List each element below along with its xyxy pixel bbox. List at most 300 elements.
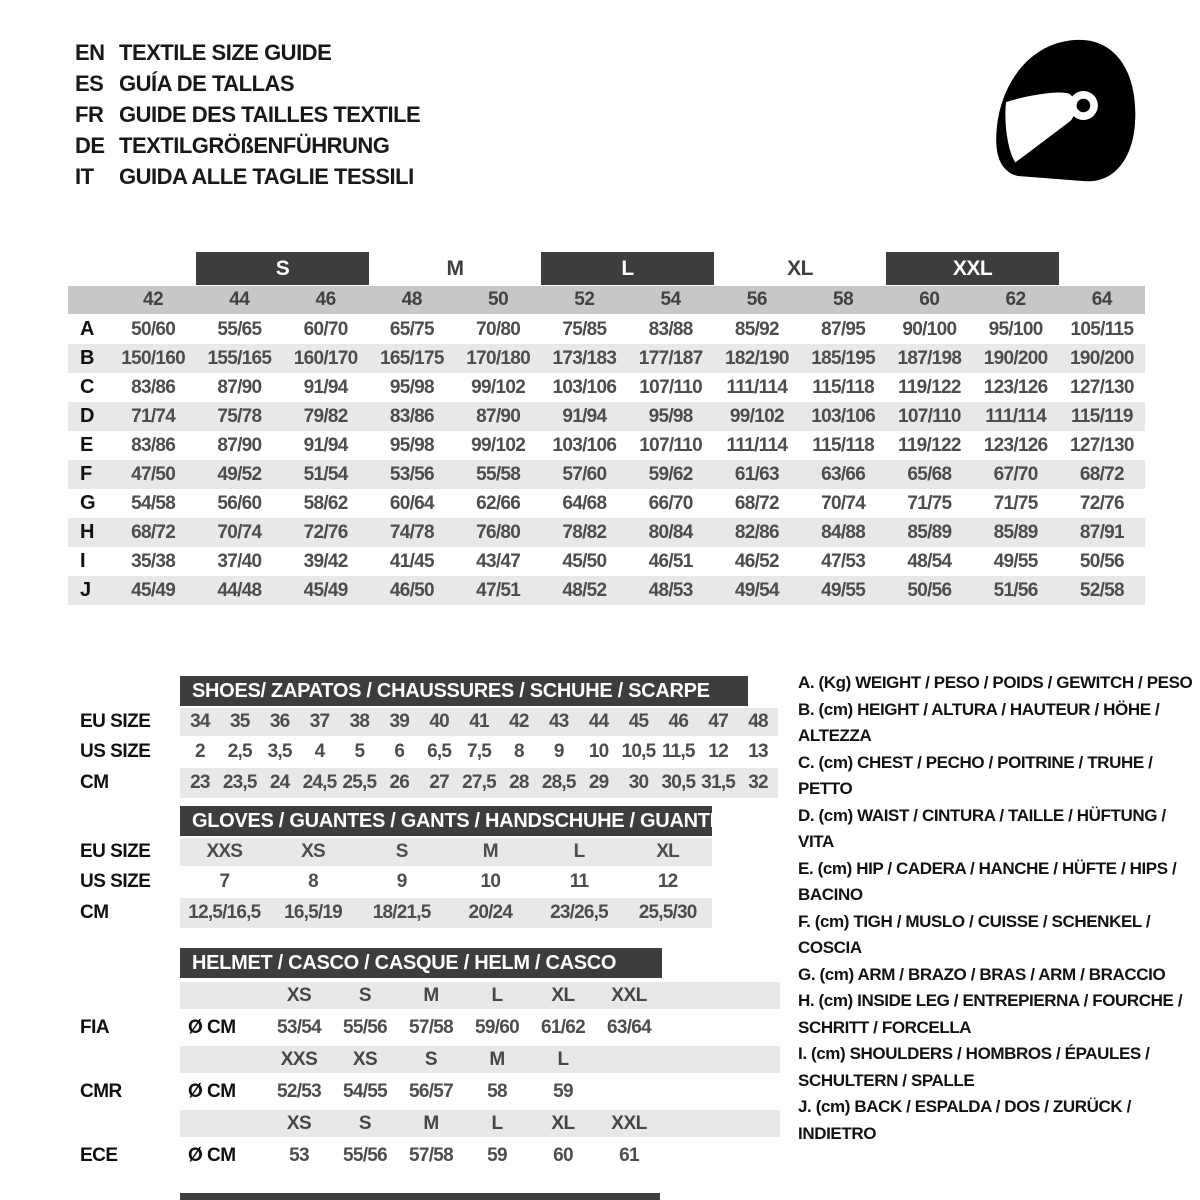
size-value-cell: 182/190 [724, 348, 789, 369]
shoe-us-size: 10,5 [621, 741, 656, 762]
numeric-size-header: 62 [1005, 289, 1026, 310]
size-group-m: M [446, 257, 464, 280]
shoe-cm-size: 32 [748, 772, 768, 793]
size-value-cell: 76/80 [476, 522, 521, 543]
size-value-cell: 119/122 [898, 377, 961, 398]
cmr-label: CMR [80, 1080, 122, 1102]
helmet-size-value: 57/58 [408, 1016, 454, 1038]
glove-cm-size: 18/21,5 [372, 902, 431, 923]
glove-cm-size: 16,5/19 [284, 902, 342, 923]
helmet-size-value: 55/56 [342, 1144, 388, 1166]
size-value-cell: 48/53 [648, 580, 693, 601]
shoe-cm-size: 26 [389, 772, 410, 793]
shoe-cm-size: 29 [588, 772, 609, 793]
size-value-cell: 49/54 [734, 580, 779, 601]
shoe-cm-size: 27,5 [462, 772, 496, 793]
guide-title: GUÍA DE TALLAS [119, 70, 295, 96]
size-value-cell: 103/106 [552, 435, 617, 456]
size-value-cell: 50/56 [1079, 551, 1124, 572]
shoe-us-size: 7,5 [466, 741, 491, 762]
helmet-size-header: XS [286, 1112, 312, 1134]
shoe-cm-size: 23,5 [222, 772, 257, 793]
shoe-us-size: 12 [708, 741, 728, 762]
shoe-cm-size: 28,5 [541, 772, 576, 793]
shoe-cm-size: 30,5 [661, 772, 696, 793]
size-value-cell: 83/88 [648, 319, 693, 340]
size-value-cell: 70/80 [476, 319, 521, 340]
shoe-cm-size: 30 [628, 772, 649, 793]
shoe-eu-size: 40 [429, 711, 449, 732]
shoe-eu-size: 48 [748, 711, 768, 732]
size-value-cell: 47/53 [821, 551, 866, 572]
size-value-cell: 111/114 [985, 406, 1046, 427]
size-value-cell: 105/115 [1070, 319, 1134, 340]
language-row-es [75, 68, 420, 99]
size-value-cell: 155/165 [207, 348, 272, 369]
shoe-eu-size: 34 [190, 711, 210, 732]
shoes-cm-values [180, 768, 778, 798]
helmet-size-header: XS [286, 984, 312, 1006]
glove-us-size: 11 [569, 871, 589, 892]
size-value-cell: 39/42 [303, 551, 348, 572]
size-value-cell: 103/106 [552, 377, 617, 398]
language-code: DE [75, 132, 105, 158]
size-value-cell: 177/187 [638, 348, 703, 369]
size-value-cell: 51/54 [303, 464, 348, 485]
size-value-cell: 49/52 [217, 464, 262, 485]
table-row-H [68, 518, 1145, 547]
size-value-cell: 43/47 [476, 551, 521, 572]
helmet-size-header: XXL [611, 984, 647, 1006]
size-value-cell: 52/58 [1079, 580, 1124, 601]
size-value-cell: 95/100 [988, 319, 1043, 340]
size-value-cell: 107/110 [639, 377, 702, 398]
numeric-size-header: 44 [229, 289, 250, 310]
language-row-de [75, 130, 420, 161]
size-value-cell: 68/72 [131, 522, 176, 543]
helmet-size-value: 59 [553, 1080, 573, 1102]
size-value-cell: 99/102 [729, 406, 784, 427]
glove-eu-size: M [482, 841, 498, 862]
size-value-cell: 99/102 [471, 377, 526, 398]
size-value-cell: 123/126 [983, 435, 1048, 456]
size-value-cell: 54/58 [131, 493, 176, 514]
next-section-title-bar-partial [180, 1193, 660, 1200]
ece-value-row [68, 1139, 780, 1172]
size-group-l: L [541, 252, 714, 285]
size-value-cell: 127/130 [1069, 435, 1134, 456]
size-value-cell: 74/78 [389, 522, 434, 543]
size-value-cell: 115/118 [812, 377, 874, 398]
size-value-cell: 165/175 [379, 348, 444, 369]
numeric-size-header: 64 [1091, 289, 1112, 310]
size-value-cell: 95/98 [389, 435, 434, 456]
numeric-size-header: 46 [315, 289, 336, 310]
shoe-us-size: 5 [354, 741, 365, 762]
language-code: FR [75, 101, 104, 127]
shoes-table-title: SHOES/ ZAPATOS / CHAUSSURES / SCHUHE / SCARPE [180, 676, 748, 706]
numeric-size-header: 52 [574, 289, 595, 310]
size-value-cell: 55/65 [217, 319, 262, 340]
cm-label: CM [80, 902, 109, 923]
size-value-cell: 64/68 [562, 493, 607, 514]
gloves-eu-values [180, 838, 712, 866]
shoe-us-size: 2 [195, 741, 205, 762]
table-row-G [68, 489, 1145, 518]
numeric-size-header: 48 [401, 289, 422, 310]
glove-cm-size: 25,5/30 [638, 902, 697, 923]
legend-item: I. (cm) SHOULDERS / HOMBROS / ÉPAULES / SCHULTERN / SPALLE [798, 1044, 1150, 1090]
measurement-legend [798, 670, 1200, 1147]
guide-title: GUIDE DES TAILLES TEXTILE [119, 101, 421, 127]
glove-eu-size: L [573, 841, 585, 862]
shoe-cm-size: 28 [509, 772, 529, 793]
size-value-cell: 65/68 [907, 464, 952, 485]
row-letter-F: F [80, 463, 92, 485]
size-group-xxl: XXL [886, 252, 1059, 285]
size-value-cell: 190/200 [983, 348, 1048, 369]
helmet-size-value: 61 [619, 1144, 639, 1166]
shoe-eu-size: 39 [389, 711, 410, 732]
row-letter-C: C [80, 376, 94, 398]
helmet-size-value: 59/60 [474, 1016, 520, 1038]
size-value-cell: 103/106 [811, 406, 876, 427]
shoe-us-size: 3,5 [267, 741, 292, 762]
helmet-size-value: 57/58 [408, 1144, 454, 1166]
size-value-cell: 41/45 [389, 551, 434, 572]
helmet-size-value: 56/57 [408, 1080, 454, 1102]
shoe-eu-size: 35 [230, 711, 250, 732]
size-value-cell: 87/91 [1079, 522, 1124, 543]
language-title-list [75, 37, 420, 192]
gloves-cm-row [68, 898, 780, 928]
helmet-table-title: HELMET / CASCO / CASQUE / HELM / CASCO [180, 948, 662, 978]
legend-item: F. (cm) TIGH / MUSLO / CUISSE / SCHENKEL / COSCIA [798, 911, 1151, 957]
glove-us-size: 9 [396, 871, 407, 892]
diameter-cm-unit: Ø CM [188, 1080, 236, 1102]
size-value-cell: 107/110 [639, 435, 702, 456]
glove-cm-size: 20/24 [468, 902, 513, 923]
size-value-cell: 63/66 [821, 464, 866, 485]
gloves-size-table [68, 806, 780, 928]
size-value-cell: 71/75 [907, 493, 952, 514]
shoes-eu-values [180, 708, 778, 736]
legend-item: C. (cm) CHEST / PECHO / POITRINE / TRUHE / PETTO [798, 752, 1153, 798]
legend-item: E. (cm) HIP / CADERA / HANCHE / HÜFTE / HIPS / BACINO [798, 858, 1177, 904]
glove-us-size: 10 [480, 871, 501, 892]
size-value-cell: 83/86 [389, 406, 434, 427]
size-value-cell: 45/49 [131, 580, 176, 601]
language-code: ES [75, 70, 104, 96]
helmet-size-value: 55/56 [342, 1016, 388, 1038]
size-value-cell: 60/70 [303, 319, 348, 340]
numeric-size-header: 60 [919, 289, 940, 310]
size-value-cell: 62/66 [476, 493, 521, 514]
glove-us-size: 12 [657, 871, 678, 892]
diameter-cm-unit: Ø CM [188, 1144, 236, 1166]
size-value-cell: 91/94 [303, 377, 348, 398]
size-value-cell: 82/86 [734, 522, 779, 543]
numeric-size-header: 42 [143, 289, 164, 310]
size-value-cell: 87/90 [217, 435, 262, 456]
size-value-cell: 107/110 [898, 406, 961, 427]
shoe-us-size: 2,5 [227, 741, 252, 762]
size-value-cell: 187/198 [897, 348, 962, 369]
eu-size-label: EU SIZE [80, 711, 151, 732]
ece-label: ECE [80, 1144, 118, 1166]
size-value-cell: 87/90 [476, 406, 521, 427]
helmet-size-header: M [423, 1112, 439, 1134]
ece-size-header-row [180, 1110, 780, 1137]
helmet-size-value: 58 [487, 1080, 507, 1102]
corner-spacer [68, 286, 110, 314]
size-value-cell: 46/52 [734, 551, 779, 572]
shoe-cm-size: 24 [269, 772, 290, 793]
shoe-eu-size: 47 [708, 711, 728, 732]
size-value-cell: 61/63 [734, 464, 779, 485]
shoe-us-size: 9 [553, 741, 564, 762]
size-value-cell: 47/51 [476, 580, 521, 601]
size-value-cell: 83/86 [131, 435, 176, 456]
shoe-us-size: 6,5 [427, 741, 452, 762]
size-value-cell: 87/90 [217, 377, 262, 398]
shoe-eu-size: 42 [509, 711, 529, 732]
size-value-cell: 71/74 [131, 406, 176, 427]
legend-item: B. (cm) HEIGHT / ALTURA / HAUTEUR / HÖHE / ALTEZZA [798, 699, 1160, 745]
size-value-cell: 65/75 [389, 319, 434, 340]
size-value-cell: 44/48 [217, 580, 262, 601]
size-value-cell: 85/89 [907, 522, 952, 543]
helmet-size-header: S [358, 984, 372, 1006]
size-value-cell: 66/70 [648, 493, 693, 514]
size-value-cell: 37/40 [217, 551, 262, 572]
guide-title: TEXTILE SIZE GUIDE [119, 39, 332, 65]
table-row-D [68, 402, 1145, 431]
shoe-eu-size: 46 [668, 711, 689, 732]
size-value-cell: 50/56 [907, 580, 952, 601]
helmet-size-header: XS [352, 1048, 378, 1070]
size-value-cell: 83/86 [131, 377, 176, 398]
shoe-us-size: 4 [314, 741, 325, 762]
shoe-cm-size: 24,5 [302, 772, 337, 793]
helmet-size-header: XXS [280, 1048, 318, 1070]
us-size-label: US SIZE [80, 741, 151, 762]
shoe-cm-size: 31,5 [701, 772, 736, 793]
language-code: IT [75, 163, 94, 189]
size-value-cell: 90/100 [902, 319, 957, 340]
guide-title: GUIDA ALLE TAGLIE TESSILI [119, 163, 414, 189]
size-value-cell: 80/84 [648, 522, 693, 543]
size-value-cell: 115/119 [1071, 406, 1133, 427]
fia-size-header-row [180, 982, 780, 1009]
size-value-cell: 46/50 [389, 580, 434, 601]
shoe-eu-size: 43 [548, 711, 569, 732]
diameter-cm-unit: Ø CM [188, 1016, 236, 1038]
row-letter-D: D [80, 405, 94, 427]
row-letter-I: I [80, 550, 86, 572]
size-value-cell: 47/50 [131, 464, 176, 485]
size-group-s: S [196, 252, 369, 285]
glove-eu-size: S [395, 841, 408, 862]
size-value-cell: 111/114 [726, 435, 788, 456]
shoe-us-size: 8 [513, 741, 524, 762]
size-value-cell: 48/52 [562, 580, 607, 601]
glove-cm-size: 23/26,5 [550, 902, 608, 923]
gloves-cm-values [180, 898, 712, 928]
size-group-header-row [68, 252, 1145, 285]
shoe-eu-size: 44 [588, 711, 609, 732]
shoes-us-row [68, 736, 780, 768]
gloves-eu-row [68, 838, 780, 866]
helmet-size-value: 63/64 [606, 1016, 652, 1038]
gloves-table-title: GLOVES / GUANTES / GANTS / HANDSCHUHE / GUANTI [180, 806, 712, 836]
size-value-cell: 49/55 [821, 580, 866, 601]
size-value-cell: 170/180 [466, 348, 531, 369]
size-value-cell: 60/64 [389, 493, 434, 514]
glove-eu-size: XS [301, 841, 325, 862]
size-value-cell: 78/82 [562, 522, 607, 543]
glove-us-size: 8 [308, 871, 318, 892]
table-row-I [68, 547, 1145, 576]
shoe-cm-size: 23 [190, 772, 210, 793]
size-value-cell: 85/92 [734, 319, 779, 340]
gloves-us-row [68, 866, 780, 898]
size-value-cell: 57/60 [562, 464, 607, 485]
size-value-cell: 190/200 [1069, 348, 1134, 369]
helmet-size-value: 53 [289, 1144, 309, 1166]
row-letter-E: E [80, 434, 93, 456]
language-row-it [75, 161, 420, 192]
size-value-cell: 53/56 [389, 464, 434, 485]
shoes-us-values [180, 736, 778, 768]
size-value-cell: 160/170 [293, 348, 358, 369]
glove-cm-size: 12,5/16,5 [188, 902, 261, 923]
size-value-cell: 67/70 [993, 464, 1038, 485]
helmet-size-value: 52/53 [276, 1080, 322, 1102]
table-row-A [68, 315, 1145, 344]
row-letter-J: J [80, 579, 91, 601]
ece-values [180, 1145, 780, 1167]
size-value-cell: 91/94 [562, 406, 607, 427]
table-row-F [68, 460, 1145, 489]
size-value-cell: 123/126 [983, 377, 1048, 398]
size-value-cell: 59/62 [648, 464, 693, 485]
size-value-cell: 79/82 [303, 406, 348, 427]
size-value-cell: 48/54 [907, 551, 952, 572]
guide-title: TEXTILGRÖßENFÜHRUNG [119, 132, 390, 158]
size-value-cell: 75/85 [562, 319, 607, 340]
helmet-size-header: XXL [611, 1112, 647, 1134]
size-value-cell: 91/94 [303, 435, 348, 456]
size-value-cell: 95/98 [648, 406, 693, 427]
helmet-size-header: XL [551, 1112, 575, 1134]
size-value-cell: 56/60 [217, 493, 262, 514]
size-group-xl: XL [787, 257, 813, 280]
size-value-cell: 85/89 [993, 522, 1038, 543]
size-value-cell: 84/88 [821, 522, 866, 543]
cmr-size-header-row [180, 1046, 780, 1073]
size-value-cell: 115/118 [812, 435, 874, 456]
shoe-eu-size: 41 [469, 711, 489, 732]
helmet-size-table [68, 948, 780, 1174]
size-value-cell: 35/38 [131, 551, 176, 572]
shoes-eu-row [68, 708, 780, 736]
helmet-size-header: L [491, 1112, 503, 1134]
glove-eu-size: XL [656, 841, 679, 862]
numeric-size-header: 50 [488, 289, 509, 310]
table-row-B [68, 344, 1145, 373]
shoe-eu-size: 37 [309, 711, 330, 732]
helmet-size-value: 60 [553, 1144, 573, 1166]
helmet-size-header: M [489, 1048, 505, 1070]
size-value-cell: 127/130 [1069, 377, 1134, 398]
numeric-size-header-row [68, 286, 1145, 314]
glove-us-size: 7 [219, 871, 230, 892]
row-letter-H: H [80, 521, 94, 543]
racing-helmet-icon [978, 28, 1148, 200]
shoe-cm-size: 27 [429, 772, 449, 793]
helmet-size-header: XL [551, 984, 575, 1006]
helmet-size-header: S [424, 1048, 438, 1070]
size-value-cell: 49/55 [993, 551, 1038, 572]
shoe-eu-size: 45 [628, 711, 649, 732]
size-value-cell: 71/75 [993, 493, 1038, 514]
us-size-label: US SIZE [80, 871, 151, 892]
shoes-cm-row [68, 768, 780, 798]
language-code: EN [75, 39, 105, 65]
language-row-en [75, 37, 420, 68]
fia-values [180, 1017, 780, 1039]
gloves-us-values [180, 866, 712, 898]
numeric-size-header: 56 [746, 289, 767, 310]
size-value-cell: 45/50 [562, 551, 607, 572]
helmet-size-header: M [423, 984, 439, 1006]
size-value-cell: 68/72 [734, 493, 779, 514]
fia-label: FIA [80, 1016, 110, 1038]
size-value-cell: 70/74 [821, 493, 866, 514]
size-value-cell: 111/114 [726, 377, 788, 398]
size-value-cell: 95/98 [389, 377, 434, 398]
size-value-cell: 99/102 [471, 435, 526, 456]
glove-eu-size: XXS [206, 841, 243, 862]
helmet-size-value: 54/55 [342, 1080, 388, 1102]
size-value-cell: 68/72 [1079, 464, 1124, 485]
size-value-cell: 70/74 [217, 522, 262, 543]
table-row-E [68, 431, 1145, 460]
legend-item: D. (cm) WAIST / CINTURA / TAILLE / HÜFTUNG / VITA [798, 805, 1166, 851]
size-value-cell: 51/56 [993, 580, 1038, 601]
shoe-us-size: 11,5 [661, 741, 695, 762]
shoe-us-size: 13 [748, 741, 768, 762]
size-value-cell: 119/122 [898, 435, 961, 456]
size-value-cell: 75/78 [217, 406, 262, 427]
shoe-eu-size: 36 [269, 711, 290, 732]
cmr-value-row [68, 1075, 780, 1108]
size-value-cell: 58/62 [303, 493, 348, 514]
helmet-size-value: 59 [487, 1144, 507, 1166]
helmet-size-value: 53/54 [276, 1016, 322, 1038]
language-row-fr [75, 99, 420, 130]
shoe-us-size: 6 [394, 741, 405, 762]
legend-item: J. (cm) BACK / ESPALDA / DOS / ZURÜCK / INDIETRO [798, 1097, 1131, 1143]
eu-size-label: EU SIZE [80, 841, 151, 862]
row-letter-B: B [80, 347, 94, 369]
table-row-J [68, 576, 1145, 605]
size-value-cell: 150/160 [121, 348, 186, 369]
size-value-cell: 72/76 [1079, 493, 1124, 514]
legend-item: A. (Kg) WEIGHT / PESO / POIDS / GEWITCH / PESO [798, 673, 1193, 692]
table-row-C [68, 373, 1145, 402]
